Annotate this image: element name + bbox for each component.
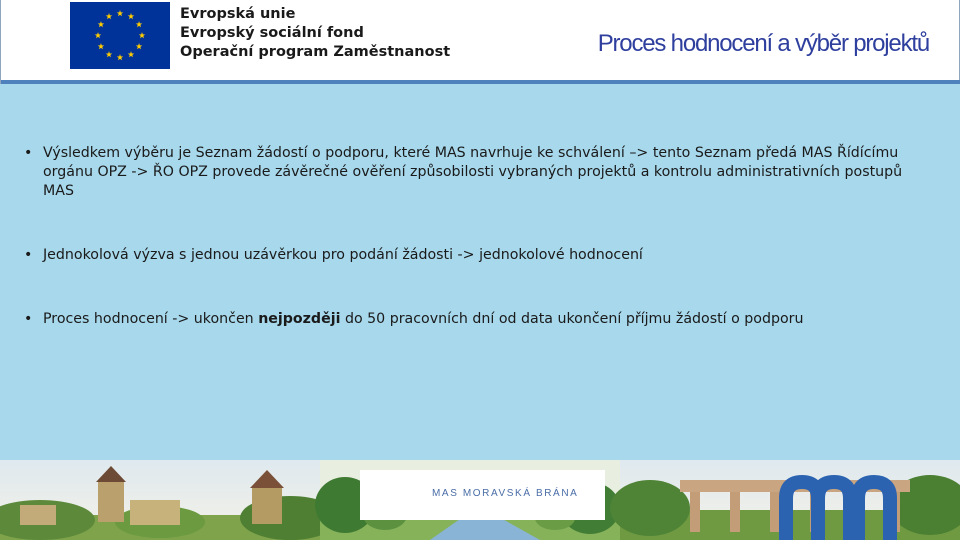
bullet-marker: • xyxy=(24,247,33,263)
eu-star-icon xyxy=(128,13,134,19)
bullet-text-2: Jednokolová výzva s jednou uzávěrkou pro podání žádosti -> jednokolové hodnocení xyxy=(43,247,643,263)
eu-star-icon xyxy=(136,43,142,49)
eu-star-icon xyxy=(95,32,101,38)
bullet-marker: • xyxy=(24,145,33,161)
bullet-text-3a: Proces hodnocení -> ukončen xyxy=(43,311,259,327)
eu-star-icon xyxy=(136,21,142,27)
eu-star-icon xyxy=(98,43,104,49)
eu-star-icon xyxy=(106,13,112,19)
eu-flag-icon xyxy=(70,2,170,69)
eu-star-icon xyxy=(128,51,134,57)
bullet-text-3b: do 50 pracovních dní od data ukončení příjmu žádostí o podporu xyxy=(340,311,804,327)
footer-banner xyxy=(0,460,960,540)
eu-program-text xyxy=(180,5,451,62)
eu-star-icon xyxy=(117,54,123,60)
mas-logo-mark-icon xyxy=(360,470,960,540)
eu-star-icon xyxy=(98,21,104,27)
bullet-text-1: Výsledkem výběru je Seznam žádostí o podporu, které MAS navrhuje ke schválení –> tento Seznam předá MAS Řídícímu orgánu OPZ -> ŘO OPZ provede závěrečné ověření způsobilosti vybraných projektů a kontrolu administrativních postupů MAS xyxy=(43,145,903,199)
eu-stars xyxy=(70,2,170,69)
eu-star-icon xyxy=(117,10,123,16)
page-title: Proces hodnocení a výběr projektů xyxy=(597,30,929,57)
content-area xyxy=(0,84,960,460)
eu-star-icon xyxy=(139,32,145,38)
eu-line-1: Evropská unie xyxy=(180,6,296,22)
list-item xyxy=(24,144,934,201)
list-item xyxy=(24,310,934,329)
mas-logo xyxy=(360,470,605,520)
eu-line-2: Evropský sociální fond xyxy=(180,25,364,41)
eu-star-icon xyxy=(106,51,112,57)
eu-line-3: Operační program Zaměstnanost xyxy=(180,44,451,60)
bullet-text-3-emphasis: nejpozději xyxy=(258,311,341,327)
mas-logo-text: MAS MORAVSKÁ BRÁNA xyxy=(432,488,579,499)
list-item xyxy=(24,246,934,265)
bullet-marker: • xyxy=(24,311,33,327)
header-bar xyxy=(0,0,960,84)
bullet-list xyxy=(24,144,934,329)
